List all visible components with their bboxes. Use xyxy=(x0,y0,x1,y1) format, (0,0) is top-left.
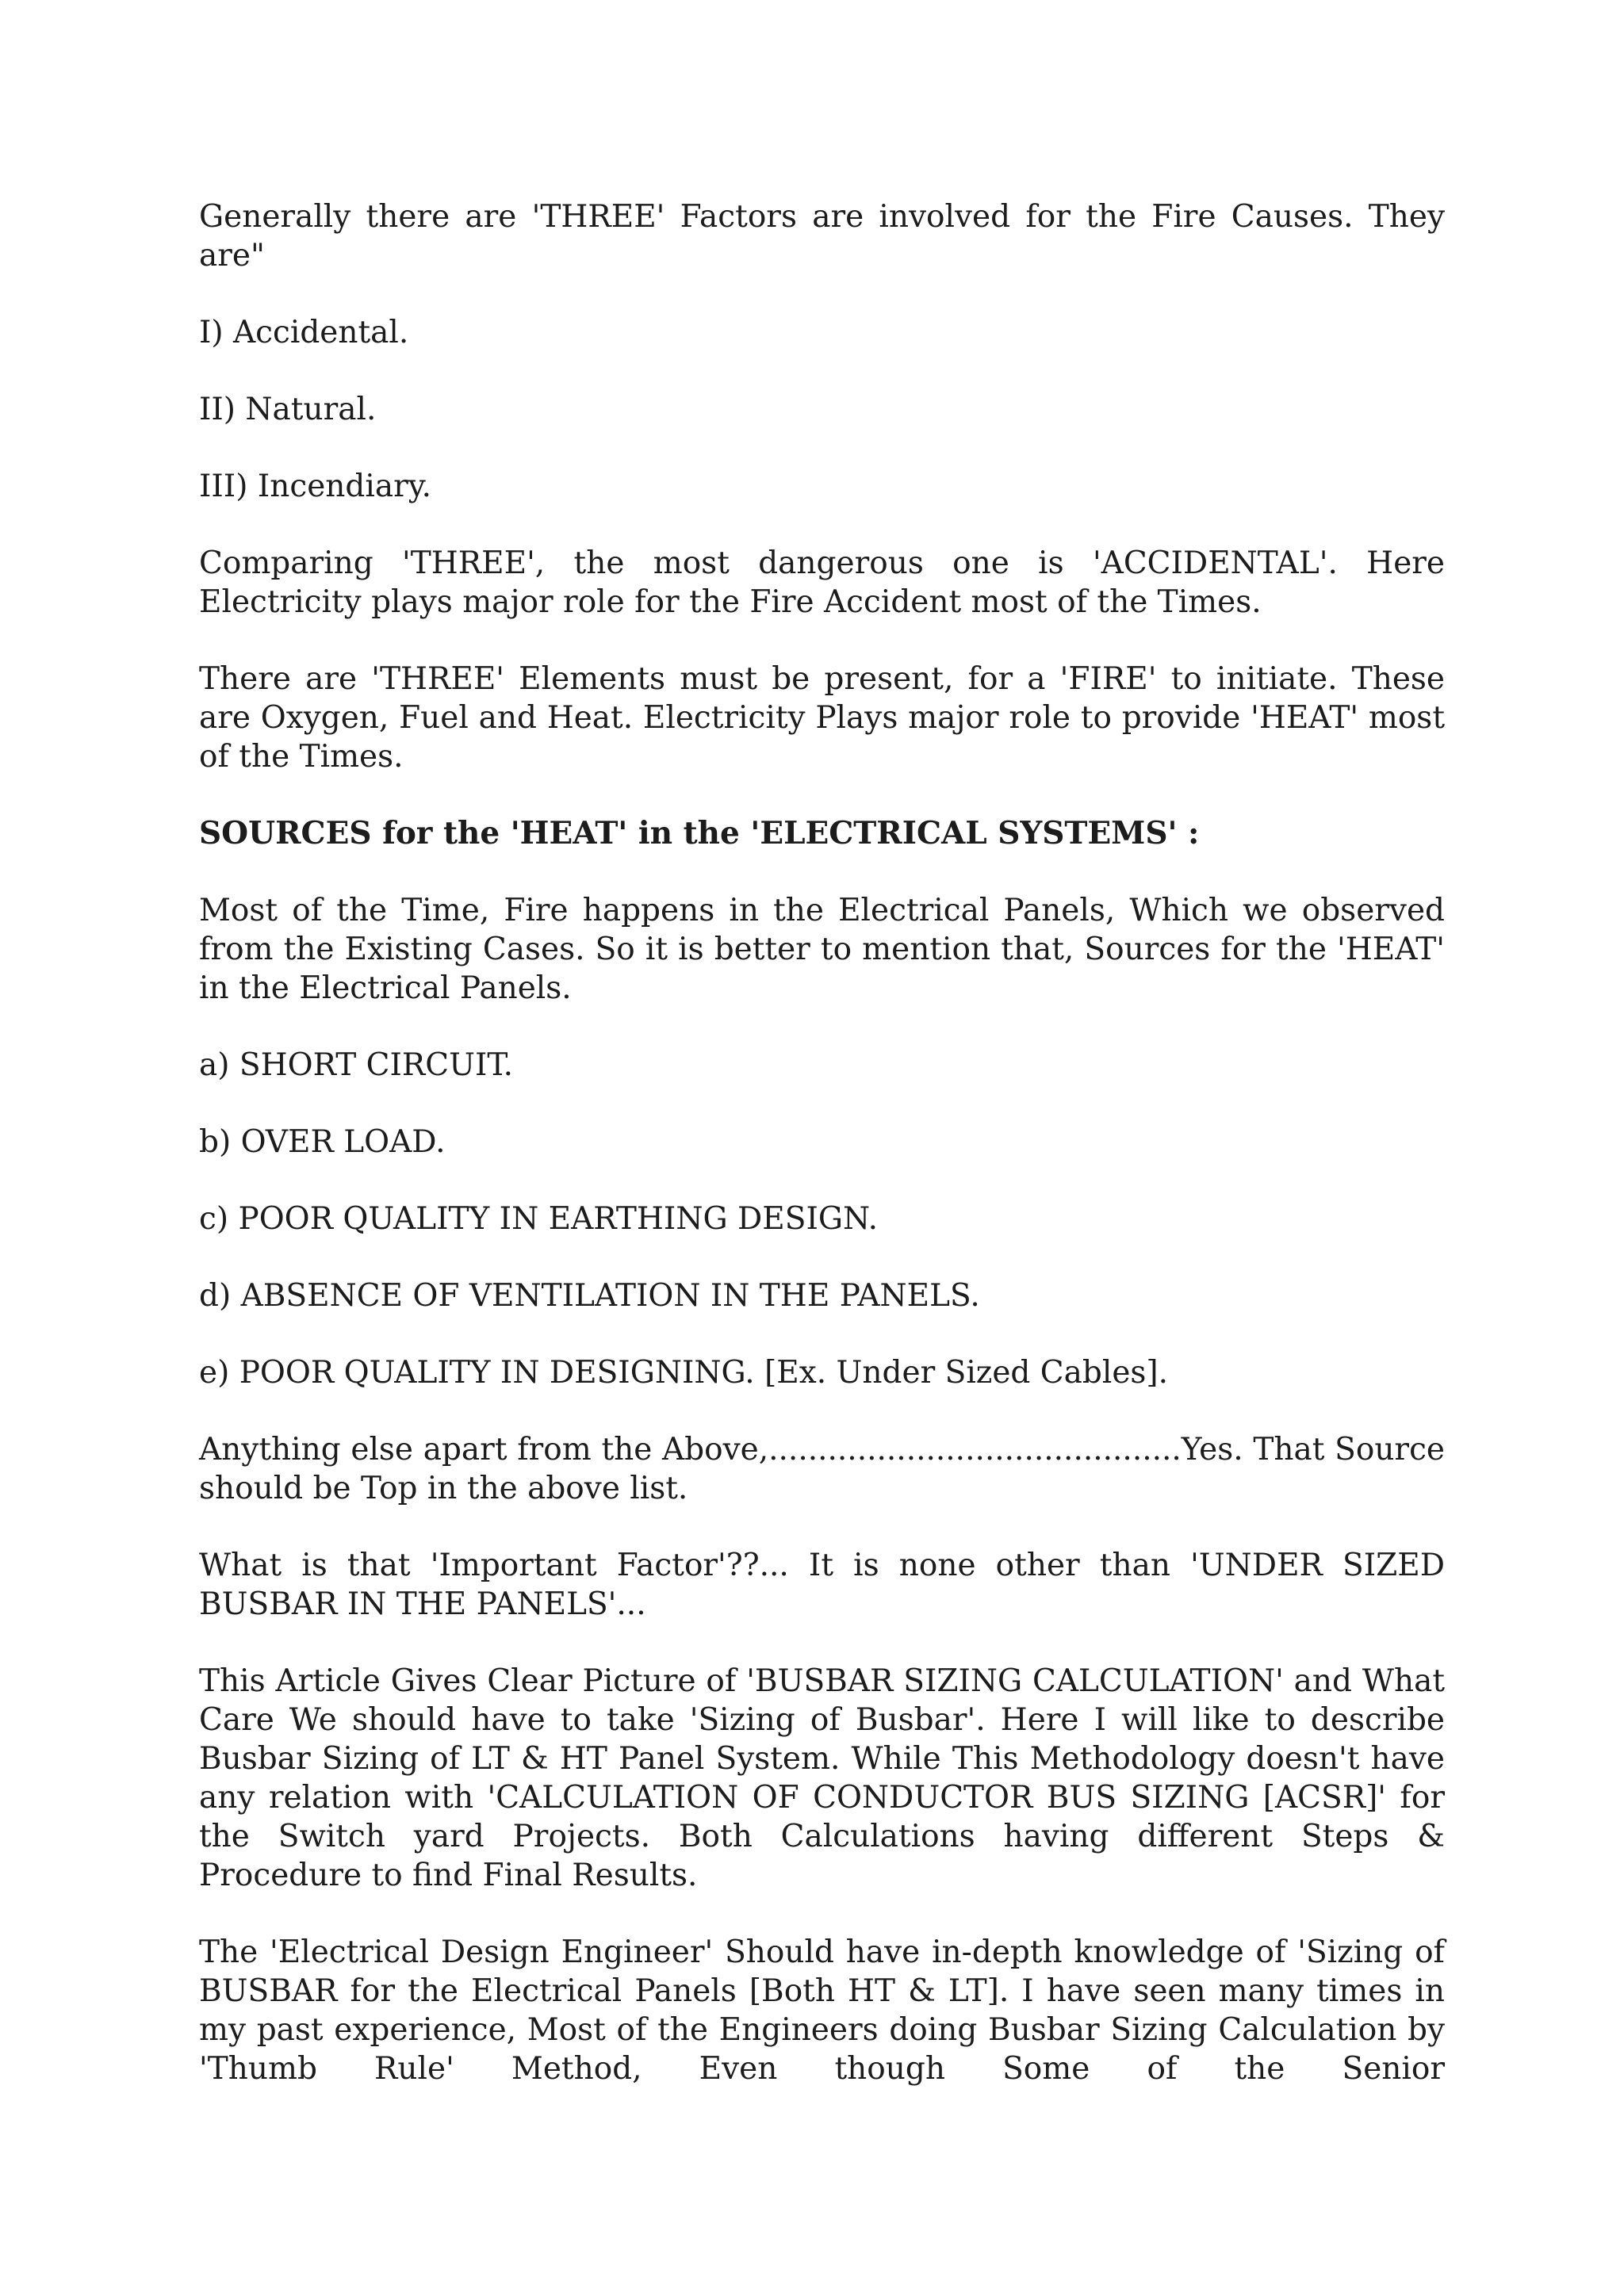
source-ventilation: d) ABSENCE OF VENTILATION IN THE PANELS. xyxy=(199,1278,980,1314)
section-heading: SOURCES for the 'HEAT' in the 'ELECTRICAL SYSTEMS' : xyxy=(199,815,1200,851)
factor-accidental: I) Accidental. xyxy=(199,315,409,350)
comparison-paragraph: Comparing 'THREE', the most dangerous one is 'ACCIDENTAL'. Here Electricity plays major role for the Fire Accident most of the Times. xyxy=(199,545,1445,620)
document-page xyxy=(199,197,1445,2088)
engineer-paragraph: The 'Electrical Design Engineer' Should have in-depth knowledge of 'Sizing of BUSBAR for the Electrical Panels [Both HT & LT]. I have seen many times in my past experience, Most of the Engineers doing Busbar Sizing Calculation by 'Thumb Rule' Method, Even though Some of the Senior xyxy=(199,1934,1445,2087)
anything-else-paragraph: Anything else apart from the Above,..........................................Yes. That Source should be Top in the above list. xyxy=(199,1432,1445,1506)
article-paragraph: This Article Gives Clear Picture of 'BUSBAR SIZING CALCULATION' and What Care We should have to take 'Sizing of Busbar'. Here I will like to describe Busbar Sizing of LT & HT Panel System. While This Methodology doesn't have any relation with 'CALCULATION OF CONDUCTOR BUS SIZING [ACSR]' for the Switch yard Projects. Both Calculations having different Steps & Procedure to find Final Results. xyxy=(199,1663,1445,1893)
source-earthing-design: c) POOR QUALITY IN EARTHING DESIGN. xyxy=(199,1201,879,1237)
source-designing: e) POOR QUALITY IN DESIGNING. [Ex. Under Sized Cables]. xyxy=(199,1355,1169,1391)
elements-paragraph: There are 'THREE' Elements must be present, for a 'FIRE' to initiate. These are Oxygen, Fuel and Heat. Electricity Plays major role to provide 'HEAT' most of the Times. xyxy=(199,661,1445,775)
important-factor-paragraph: What is that 'Important Factor'??... It is none other than 'UNDER SIZED BUSBAR IN THE PANELS'... xyxy=(199,1548,1445,1622)
source-short-circuit: a) SHORT CIRCUIT. xyxy=(199,1047,514,1083)
panels-paragraph: Most of the Time, Fire happens in the Electrical Panels, Which we observed from the Existing Cases. So it is better to mention that, Sources for the 'HEAT' in the Electrical Panels. xyxy=(199,893,1445,1006)
factor-natural: II) Natural. xyxy=(199,392,377,427)
source-over-load: b) OVER LOAD. xyxy=(199,1124,446,1160)
intro-paragraph: Generally there are 'THREE' Factors are involved for the Fire Causes. They are" xyxy=(199,199,1445,274)
factor-incendiary: III) Incendiary. xyxy=(199,469,431,504)
